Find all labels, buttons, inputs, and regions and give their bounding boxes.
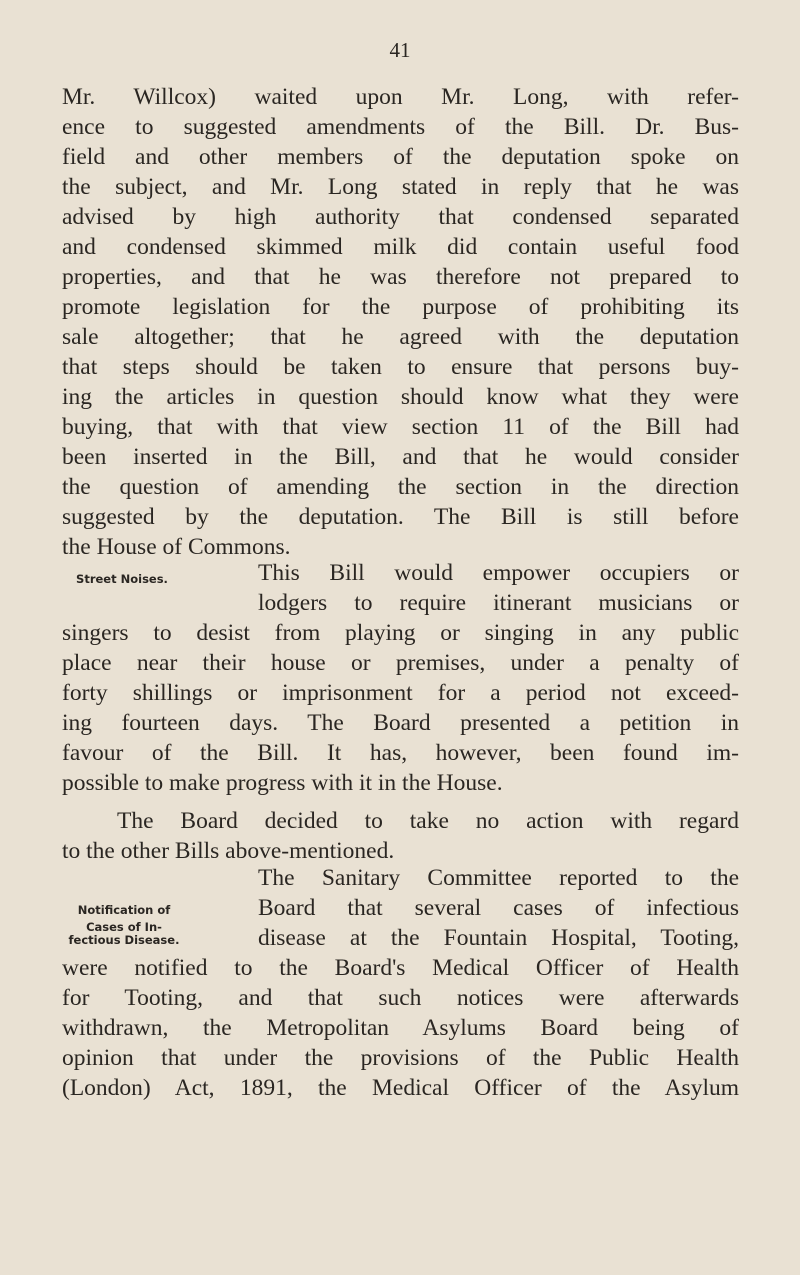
text-line: Mr. Willcox) waited upon Mr. Long, with refer-: [62, 84, 739, 110]
text-line: forty shillings or imprisonment for a period not exceed-: [62, 680, 739, 706]
text-line: been inserted in the Bill, and that he would consider: [62, 444, 739, 470]
text-line: place near their house or premises, under a penalty of: [62, 650, 739, 676]
text-line: Board that several cases of infectious: [258, 895, 739, 921]
text-line: to the other Bills above-mentioned.: [62, 838, 395, 864]
text-line: lodgers to require itinerant musicians or: [258, 590, 739, 616]
text-line: The Sanitary Committee reported to the: [258, 865, 739, 891]
text-line: (London) Act, 1891, the Medical Officer of the Asylum: [62, 1075, 739, 1101]
text-line: disease at the Fountain Hospital, Tooting,: [258, 925, 739, 951]
text-line: singers to desist from playing or singing in any public: [62, 620, 739, 646]
text-line: ence to suggested amendments of the Bill. Dr. Bus-: [62, 114, 739, 140]
marginal-note-line: fectious Disease.: [68, 933, 180, 947]
text-line: properties, and that he was therefore not prepared to: [62, 264, 739, 290]
text-line: the House of Commons.: [62, 534, 291, 560]
page-number: 41: [389, 38, 411, 62]
text-line: opinion that under the provisions of the Public Health: [62, 1045, 739, 1071]
marginal-note-notification: [54, 904, 194, 947]
marginal-note-line: Notification of: [77, 903, 171, 917]
text-line: favour of the Bill. It has, however, been found im-: [62, 740, 739, 766]
text-line: the subject, and Mr. Long stated in reply that he was: [62, 174, 739, 200]
text-line: possible to make progress with it in the House.: [62, 770, 503, 796]
text-line: the question of amending the section in the direction: [62, 474, 739, 500]
text-line: This Bill would empower occupiers or: [258, 560, 739, 586]
marginal-note-line: Cases of In-: [86, 920, 162, 934]
text-line: ing the articles in question should know what they were: [62, 384, 739, 410]
text-line: and condensed skimmed milk did contain useful food: [62, 234, 739, 260]
text-line: promote legislation for the purpose of prohibiting its: [62, 294, 739, 320]
text-line: withdrawn, the Metropolitan Asylums Board being of: [62, 1015, 739, 1041]
marginal-note-street-noises: Street Noises.: [76, 572, 168, 586]
text-line: for Tooting, and that such notices were afterwards: [62, 985, 739, 1011]
text-line: The Board decided to take no action with regard: [117, 808, 739, 834]
text-line: ing fourteen days. The Board presented a petition in: [62, 710, 739, 736]
text-line: were notified to the Board's Medical Officer of Health: [62, 955, 739, 981]
text-line: buying, that with that view section 11 of the Bill had: [62, 414, 739, 440]
text-line: field and other members of the deputation spoke on: [62, 144, 739, 170]
text-line: suggested by the deputation. The Bill is still before: [62, 504, 739, 530]
text-line: sale altogether; that he agreed with the deputation: [62, 324, 739, 350]
text-line: advised by high authority that condensed separated: [62, 204, 739, 230]
text-line: that steps should be taken to ensure that persons buy-: [62, 354, 739, 380]
